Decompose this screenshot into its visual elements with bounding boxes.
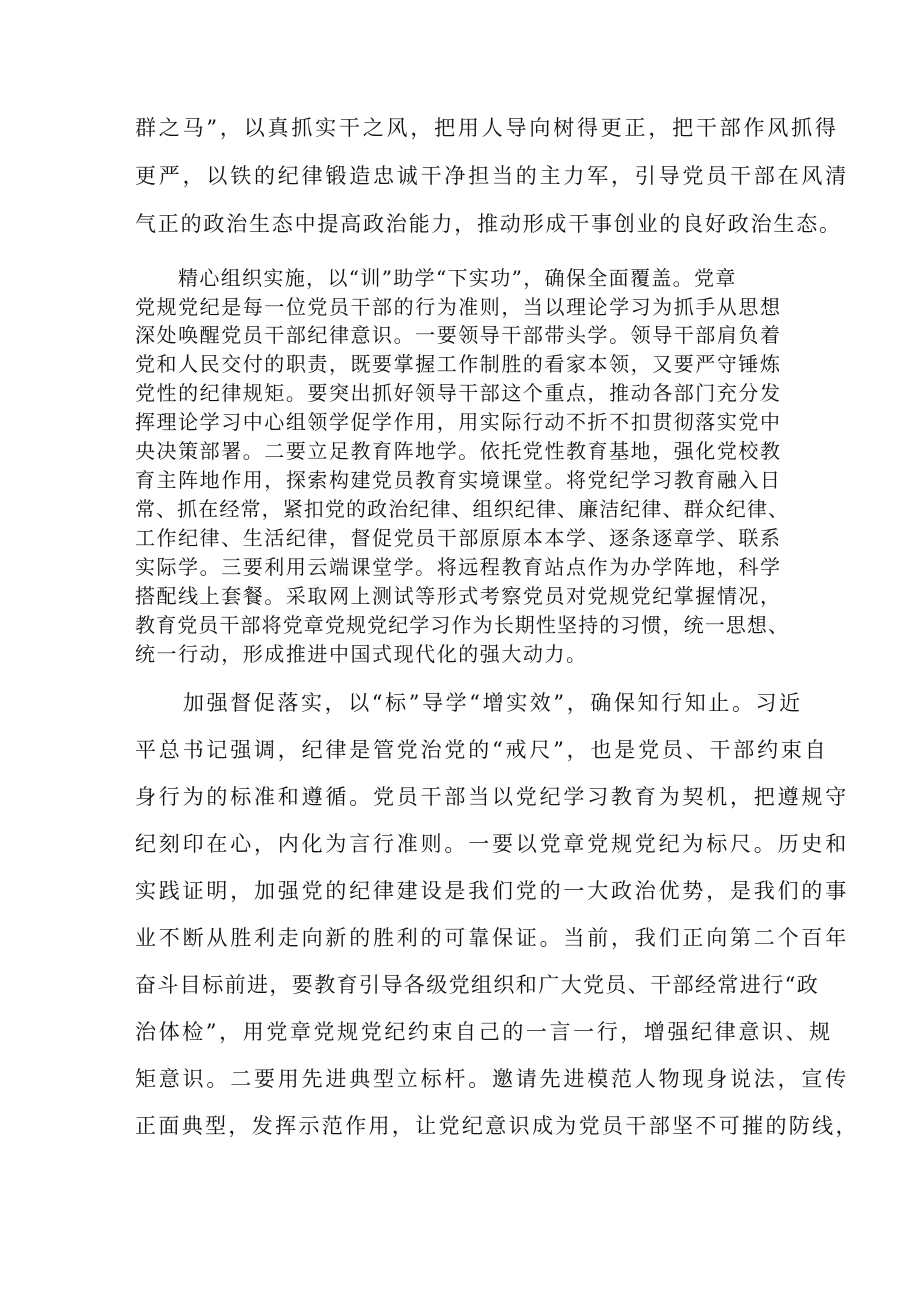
- paragraph-line: 实际学。三要利用云端课堂学。将远程教育站点作为办学阵地，科学: [135, 555, 782, 579]
- paragraph-line: 常、抓在经常，紧扣党的政治纪律、组织纪律、廉洁纪律、群众纪律、: [135, 497, 790, 521]
- paragraph-line: 党和人民交付的职责，既要掌握工作制胜的看家本领，又要严守锤炼: [135, 352, 782, 376]
- paragraph-line: 矩意识。二要用先进典型立标杆。邀请先进模范人物现身说法，宣传: [135, 1067, 849, 1091]
- paragraph-line: 纪刻印在心，内化为言行准则。一要以党章党规党纪为标尺。历史和: [135, 832, 849, 856]
- paragraph-line: 央决策部署。二要立足教育阵地学。依托党性教育基地，强化党校教: [135, 439, 782, 463]
- paragraph-line: 搭配线上套餐。采取网上测试等形式考察党员对党规党纪掌握情况，: [135, 584, 782, 608]
- paragraph-line: 气正的政治生态中提高政治能力，推动形成干事创业的良好政治生态。: [135, 212, 842, 236]
- paragraph-line: 统一行动，形成推进中国式现代化的强大动力。: [135, 642, 588, 666]
- paragraph-line: 奋斗目标前进，要教育引导各级党组织和广大党员、干部经常进行“政: [135, 973, 820, 997]
- paragraph-line: 党性的纪律规矩。要突出抓好领导干部这个重点，推动各部门充分发: [135, 381, 782, 405]
- paragraph-line: 业不断从胜利走向新的胜利的可靠保证。当前，我们正向第二个百年: [135, 926, 849, 950]
- paragraph-line: 群之马”，以真抓实干之风，把用人导向树得更正，把干部作风抓得: [135, 116, 839, 140]
- paragraph-line: 更严，以铁的纪律锻造忠诚干净担当的主力军，引导党员干部在风清: [135, 164, 849, 188]
- paragraph-line: 教育党员干部将党章党规党纪学习作为长期性坚持的习惯，统一思想、: [135, 613, 790, 637]
- paragraph-line: 平总书记强调，纪律是管党治党的“戒尺”，也是党员、干部约束自: [135, 738, 829, 762]
- paragraph-line: 精心组织实施，以“训”助学“下实功”，确保全面覆盖。党章: [178, 266, 737, 290]
- paragraph-line: 加强督促落实，以“标”导学“增实效”，确保知行知止。习近: [183, 691, 803, 715]
- paragraph-line: 党规党纪是每一位党员干部的行为准则，当以理论学习为抓手从思想: [135, 295, 782, 319]
- paragraph-line: 身行为的标准和遵循。党员干部当以党纪学习教育为契机，把遵规守: [135, 785, 849, 809]
- paragraph-line: 育主阵地作用，探索构建党员教育实境课堂。将党纪学习教育融入日: [135, 468, 782, 492]
- paragraph-line: 正面典型，发挥示范作用，让党纪意识成为党员干部坚不可摧的防线，: [135, 1114, 859, 1138]
- paragraph-line: 工作纪律、生活纪律，督促党员干部原原本本学、逐条逐章学、联系: [135, 526, 782, 550]
- paragraph-line: 治体检”，用党章党规党纪约束自己的一言一行，增强纪律意识、规: [135, 1020, 833, 1044]
- paragraph-line: 实践证明，加强党的纪律建设是我们党的一大政治优势，是我们的事: [135, 879, 849, 903]
- paragraph-line: 深处唤醒党员干部纪律意识。一要领导干部带头学。领导干部肩负着: [135, 323, 782, 347]
- paragraph-line: 挥理论学习中心组领学促学作用，用实际行动不折不扣贯彻落实党中: [135, 410, 782, 434]
